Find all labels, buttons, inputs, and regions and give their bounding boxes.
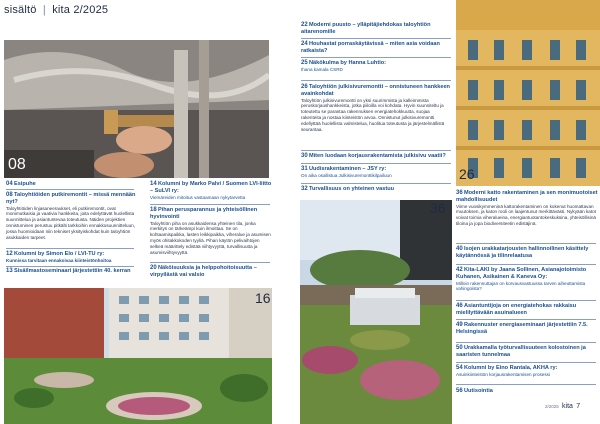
toc-title: Kolumni by Eino Rantala, AKHA ry:: [463, 365, 558, 371]
divider: [456, 362, 596, 363]
toc-entry-40[interactable]: [456, 246, 598, 260]
toc-title: Turvallisuus on yhteinen vastuu: [308, 186, 395, 192]
toc-description: Taloyhtiöiden linjasaneeraukset, eli putkiremontit, ovat monimutkaisia ja vaativia hankkeita, joita edelyttävät huolellista suunnittelua ja asiantuntevaa toteutusta. Näiden projektien onnistuminen perustuu pitkälti tarkkoihin ennakkosuunnitteluun, jossa huomioidaan niin tekniset yksityiskohdat kuin taloyhtiön asukkaiden tarpeet.: [6, 205, 135, 240]
toc-title: Sisäilmastoseminaari järjestettiin 40. kerran: [13, 268, 131, 274]
issue-label: kita 2/2025: [52, 4, 109, 16]
toc-number: 20: [150, 265, 157, 271]
toc-title: Rakennuster energiaseminaari järjestettiin 7.5. Helsingissä: [456, 322, 588, 335]
footer-issue: 2/2025: [545, 404, 559, 409]
divider: [301, 183, 451, 184]
toc-description: Kunnissa tarvitaan ennakoivaa kiinteistönhoitoa: [6, 257, 112, 263]
divider: [456, 300, 596, 301]
divider: [150, 204, 270, 205]
toc-title: Isojen urakkatarjousten hallinnoilinen käsittely käytännössä ja tilinrelaatusa: [456, 246, 589, 259]
toc-number: 25: [301, 60, 308, 66]
toc-number: 18: [150, 207, 157, 213]
toc-title: Pihan perusparannus ja yhteisöllinen hyvinvointi: [150, 207, 258, 220]
toc-number: 22: [301, 22, 308, 28]
toc-number: 24: [301, 41, 308, 47]
divider: [456, 319, 596, 320]
toc-number: 40: [456, 246, 463, 252]
toc-title: Taloyhtiöiden putkiremontit – missä mennään nyt?: [6, 192, 136, 205]
toc-title: Kolumni by Simon Elo / LVI-TU ry:: [13, 251, 105, 257]
photo-label-26: 26: [459, 166, 475, 182]
header-divider: |: [42, 4, 46, 16]
toc-title: Näköisuuksia ja helppohoitoisuutta – virpyilästä vai valsio: [150, 265, 257, 278]
toc-entry-31[interactable]: [301, 166, 451, 179]
toc-title: Esipuhe: [13, 181, 36, 187]
toc-description: Taloyhtiön julkisivuremontti on yksi suurimmista ja kalleimmista peruskorjaushankkeista, jotka piiloilla voi kohdata. Hyvin suunniteltu ja toteutettu se parantaa rakennuksen energiatehokkuutta, suojaa rakenteita ja nostaa kiinteistön arvoa. Onnistunut julkisivuremontti edellyttää huolellista valmistelua, huolitua toteutusta ja järjestelmällistä seurantaa.: [301, 97, 445, 132]
toc-description: Milloin rakennuttajan on korvausvastuussa tarven aiheuttamista vahingoista?: [456, 280, 586, 292]
divider: [6, 189, 134, 190]
toc-entry-56[interactable]: [456, 388, 598, 395]
footer-page-number: 7: [576, 403, 581, 410]
toc-number: 12: [6, 251, 13, 257]
toc-description: Taloyhtiön piha on asukkaidensa yhteinen tila, jonka merkitys on tärkeämpi kuin ilmoittaa. Se on kohtaamispaikka, lasten leikkipaikka, viheralue ja asumisen myös ohitakkokoden tyyliä. Pihan käytön pelivaihtojen selkeä määrittely edistää viihtyvyyttä, turvallisuutta ja asumisviihtyvyyttä.: [150, 220, 271, 255]
toc-title: Moderni katto rakentaminen ja sen monimuotoiset mahdollisuudet: [456, 190, 598, 203]
page-header: [4, 4, 108, 16]
toc-number: 30: [301, 153, 308, 159]
toc-entry-22[interactable]: [301, 22, 451, 36]
toc-entry-42[interactable]: [456, 267, 598, 292]
divider: [301, 150, 451, 151]
divider: [301, 163, 451, 164]
toc-entry-14[interactable]: [150, 181, 272, 200]
toc-entry-50[interactable]: [456, 345, 598, 359]
page-footer: [545, 403, 580, 410]
toc-entry-30[interactable]: [301, 153, 451, 160]
toc-title: Urakkamalla työturvallisuuteen kolostoinen ja saaristen tunnelmaa: [456, 345, 586, 358]
toc-number: 54: [456, 365, 463, 371]
toc-title: Näkökulma by Hanna Luhtio:: [308, 60, 387, 66]
toc-title: Kita-LAKI by Jaana Sollinen, Asianajotoimisto Kuhanen, Asikainen & Kaneva Oy:: [456, 267, 587, 280]
toc-description: Viime vuosikymmeninä kattorakentaminen on kokenut huomattavan muutoksen, ja katon rooli on laajentunut merkittävästi. Nykyään katot voivat toimia viheralueina, energiantuotantokeskuksina, yhteisöllisinä tiloina ja jopa biodiversiteetin edistäjinä.: [456, 203, 596, 226]
toc-title: Uudisrakentaminen – JSY ry:: [308, 166, 387, 172]
toc-entry-13[interactable]: [6, 268, 138, 275]
toc-description: Viemäreiden mitoitus vastaamaan nykytarvetta: [150, 194, 246, 200]
toc-number: 14: [150, 181, 157, 187]
toc-number: 50: [456, 345, 463, 351]
toc-title: Kolumni by Marko Palvi / Suomen LVI-liitto – SuLVI ry:: [150, 181, 272, 194]
toc-title: Moderni puusto – ylläpitäjiehdokas taloyhtiön aitarenomille: [301, 22, 431, 35]
toc-entry-46[interactable]: [456, 303, 598, 317]
toc-number: 31: [301, 166, 308, 172]
toc-description: Asuinkiinteistön korjausrakentamisen prosessi: [456, 371, 550, 377]
toc-number: 46: [456, 303, 463, 309]
toc-entry-08[interactable]: [6, 192, 138, 240]
photo-label-08: 08: [8, 156, 26, 173]
divider: [301, 57, 451, 58]
toc-title: Uutisointia: [463, 388, 493, 394]
toc-number: 49: [456, 322, 463, 328]
divider: [6, 266, 134, 267]
toc-entry-32[interactable]: [301, 186, 451, 193]
photo-facade: [456, 0, 600, 186]
divider: [6, 248, 134, 249]
toc-entry-24[interactable]: [301, 41, 451, 55]
section-title: sisältö: [4, 4, 37, 16]
toc-description: On aika osallistua Julkisivuremonttikilpailuun: [301, 172, 392, 178]
toc-title: Asiantuntijoja on energiatehokas rakkaisu mielilyttävään asuinalueen: [456, 303, 577, 316]
toc-entry-12[interactable]: [6, 251, 138, 264]
divider: [301, 38, 451, 39]
toc-entry-26[interactable]: [301, 84, 451, 132]
toc-description: Ihana kamala CSRD: [301, 66, 343, 72]
divider: [456, 342, 596, 343]
toc-entry-25[interactable]: [301, 60, 451, 73]
photo-label-16: 16: [255, 290, 271, 306]
toc-number: 08: [6, 192, 13, 198]
photo-label-36: 36: [430, 200, 446, 216]
toc-number: 04: [6, 181, 13, 187]
toc-number: 32: [301, 186, 308, 192]
toc-entry-18[interactable]: [150, 207, 272, 255]
toc-number: 13: [6, 268, 13, 274]
toc-entry-20[interactable]: [150, 265, 272, 279]
toc-entry-04[interactable]: [6, 181, 136, 188]
toc-title: Houhastat porraskäytävissä – miten asia voidaan ratkaista?: [301, 41, 440, 54]
divider: [150, 262, 270, 263]
divider: [456, 264, 596, 265]
toc-number: 56: [456, 388, 463, 394]
toc-number: 36: [456, 190, 463, 196]
toc-title: Miten luodaan korjausrakentamista julkisivu vaatii?: [308, 153, 446, 159]
toc-entry-54[interactable]: [456, 365, 598, 378]
footer-brand: kita: [562, 403, 573, 410]
photo-green-roof: [300, 200, 452, 424]
toc-title: Taloyhtiön julkisivuremontti – onnistuneen hankkeen avainkohdat: [301, 84, 450, 97]
toc-entry-49[interactable]: [456, 322, 598, 336]
toc-number: 42: [456, 267, 463, 273]
divider: [301, 80, 451, 81]
toc-number: 26: [301, 84, 308, 90]
divider: [456, 384, 596, 385]
divider: [456, 243, 596, 244]
photo-plumbing: [4, 40, 269, 178]
toc-entry-36[interactable]: [456, 190, 598, 227]
photo-courtyard: [4, 288, 272, 424]
